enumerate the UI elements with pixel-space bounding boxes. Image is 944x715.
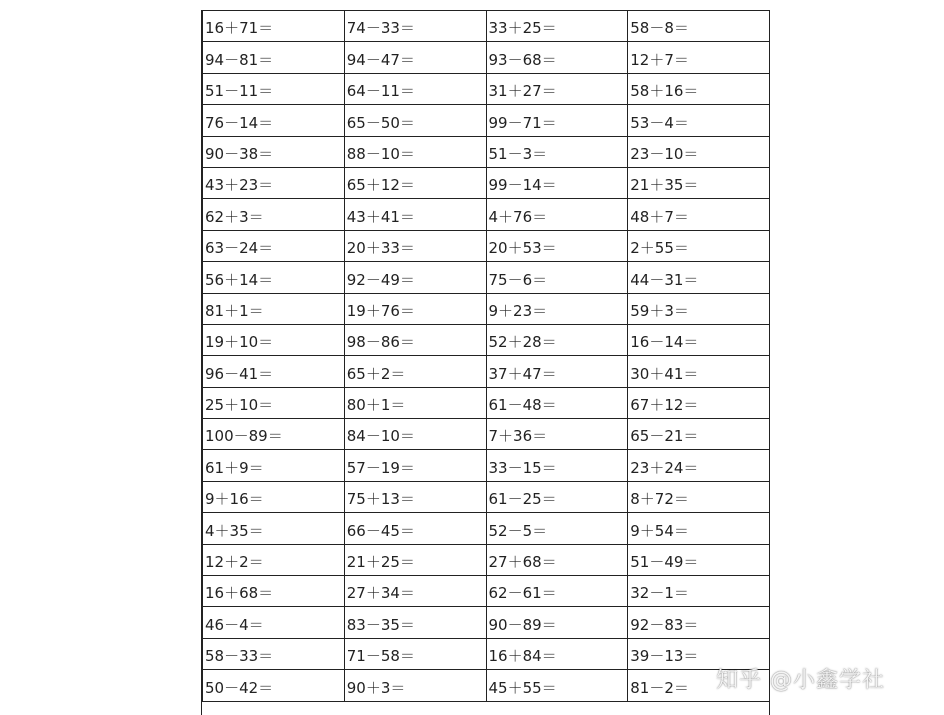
- problem-cell: 12＋2＝: [203, 544, 345, 575]
- problem-cell: 20＋33＝: [344, 230, 486, 261]
- table-row: [203, 670, 770, 701]
- problem-cell: 58－8＝: [628, 11, 770, 42]
- problem-cell: 51－49＝: [628, 544, 770, 575]
- problem-cell: 65－50＝: [344, 105, 486, 136]
- problem-cell: 99－14＝: [486, 167, 628, 198]
- problem-cell: 57－19＝: [344, 450, 486, 481]
- problem-cell: 23＋24＝: [628, 450, 770, 481]
- table-row: [203, 136, 770, 167]
- problem-cell: 12＋7＝: [628, 42, 770, 73]
- problem-cell: 83－35＝: [344, 607, 486, 638]
- table-row: [203, 11, 770, 42]
- problem-cell: 21＋35＝: [628, 167, 770, 198]
- problem-cell: 53－4＝: [628, 105, 770, 136]
- problem-cell: 65－21＝: [628, 419, 770, 450]
- problem-cell: 81－2＝: [628, 670, 770, 701]
- table-row: [203, 513, 770, 544]
- problem-cell: 39－13＝: [628, 638, 770, 669]
- table-row: [203, 73, 770, 104]
- problem-cell: 92－49＝: [344, 262, 486, 293]
- problem-cell: 9＋23＝: [486, 293, 628, 324]
- problem-cell: 65＋2＝: [344, 356, 486, 387]
- problem-cell: 16－14＝: [628, 324, 770, 355]
- problem-cell: 90－89＝: [486, 607, 628, 638]
- problem-cell: 8＋72＝: [628, 481, 770, 512]
- table-row: [203, 638, 770, 669]
- problem-cell: 30＋41＝: [628, 356, 770, 387]
- problem-cell: 31＋27＝: [486, 73, 628, 104]
- problem-cell: 43＋23＝: [203, 167, 345, 198]
- problem-cell: 7＋36＝: [486, 419, 628, 450]
- arithmetic-worksheet-table: [202, 10, 770, 702]
- table-row: [203, 356, 770, 387]
- problem-cell: 84－10＝: [344, 419, 486, 450]
- zhihu-watermark: 知乎 @小鑫学社: [716, 668, 885, 693]
- problem-cell: 100－89＝: [203, 419, 345, 450]
- problem-cell: 67＋12＝: [628, 387, 770, 418]
- problem-cell: 61＋9＝: [203, 450, 345, 481]
- worksheet-page: [201, 10, 770, 715]
- table-row: [203, 481, 770, 512]
- problem-cell: 50－42＝: [203, 670, 345, 701]
- problem-cell: 64－11＝: [344, 73, 486, 104]
- table-row: [203, 576, 770, 607]
- problem-cell: 44－31＝: [628, 262, 770, 293]
- table-row: [203, 607, 770, 638]
- problem-cell: 93－68＝: [486, 42, 628, 73]
- problem-cell: 51－11＝: [203, 73, 345, 104]
- problem-cell: 66－45＝: [344, 513, 486, 544]
- problem-cell: 62＋3＝: [203, 199, 345, 230]
- problem-cell: 90＋3＝: [344, 670, 486, 701]
- problem-cell: 98－86＝: [344, 324, 486, 355]
- problem-cell: 76－14＝: [203, 105, 345, 136]
- problem-cell: 61－25＝: [486, 481, 628, 512]
- problem-cell: 94－47＝: [344, 42, 486, 73]
- problem-cell: 4＋35＝: [203, 513, 345, 544]
- problem-cell: 43＋41＝: [344, 199, 486, 230]
- problem-cell: 63－24＝: [203, 230, 345, 261]
- table-row: [203, 387, 770, 418]
- problem-cell: 16＋84＝: [486, 638, 628, 669]
- problem-cell: 48＋7＝: [628, 199, 770, 230]
- problem-cell: 92－83＝: [628, 607, 770, 638]
- problem-cell: 2＋55＝: [628, 230, 770, 261]
- problem-cell: 99－71＝: [486, 105, 628, 136]
- problem-cell: 61－48＝: [486, 387, 628, 418]
- problem-cell: 58＋16＝: [628, 73, 770, 104]
- problem-cell: 4＋76＝: [486, 199, 628, 230]
- problem-cell: 33＋25＝: [486, 11, 628, 42]
- table-row: [203, 544, 770, 575]
- table-row: [203, 293, 770, 324]
- problem-cell: 56＋14＝: [203, 262, 345, 293]
- problem-cell: 16＋68＝: [203, 576, 345, 607]
- problem-cell: 80＋1＝: [344, 387, 486, 418]
- problem-cell: 74－33＝: [344, 11, 486, 42]
- problem-cell: 16＋71＝: [203, 11, 345, 42]
- problem-cell: 19＋76＝: [344, 293, 486, 324]
- problem-cell: 59＋3＝: [628, 293, 770, 324]
- table-row: [203, 450, 770, 481]
- problem-cell: 9＋54＝: [628, 513, 770, 544]
- problem-cell: 94－81＝: [203, 42, 345, 73]
- problem-cell: 65＋12＝: [344, 167, 486, 198]
- problem-cell: 62－61＝: [486, 576, 628, 607]
- problem-cell: 81＋1＝: [203, 293, 345, 324]
- problem-cell: 27＋68＝: [486, 544, 628, 575]
- problem-cell: 9＋16＝: [203, 481, 345, 512]
- table-row: [203, 199, 770, 230]
- problem-cell: 27＋34＝: [344, 576, 486, 607]
- table-row: [203, 419, 770, 450]
- problem-cell: 96－41＝: [203, 356, 345, 387]
- problem-cell: 58－33＝: [203, 638, 345, 669]
- problem-cell: 33－15＝: [486, 450, 628, 481]
- problem-cell: 71－58＝: [344, 638, 486, 669]
- problem-cell: 52－5＝: [486, 513, 628, 544]
- problem-cell: 75－6＝: [486, 262, 628, 293]
- table-row: [203, 167, 770, 198]
- problem-cell: 32－1＝: [628, 576, 770, 607]
- problem-cell: 25＋10＝: [203, 387, 345, 418]
- table-row: [203, 105, 770, 136]
- table-row: [203, 42, 770, 73]
- problem-cell: 51－3＝: [486, 136, 628, 167]
- problem-cell: 90－38＝: [203, 136, 345, 167]
- problem-cell: 23－10＝: [628, 136, 770, 167]
- worksheet-body: [203, 11, 770, 702]
- problem-cell: 46－4＝: [203, 607, 345, 638]
- problem-cell: 20＋53＝: [486, 230, 628, 261]
- table-row: [203, 230, 770, 261]
- problem-cell: 21＋25＝: [344, 544, 486, 575]
- problem-cell: 45＋55＝: [486, 670, 628, 701]
- table-row: [203, 324, 770, 355]
- problem-cell: 75＋13＝: [344, 481, 486, 512]
- problem-cell: 37＋47＝: [486, 356, 628, 387]
- problem-cell: 52＋28＝: [486, 324, 628, 355]
- problem-cell: 19＋10＝: [203, 324, 345, 355]
- table-row: [203, 262, 770, 293]
- problem-cell: 88－10＝: [344, 136, 486, 167]
